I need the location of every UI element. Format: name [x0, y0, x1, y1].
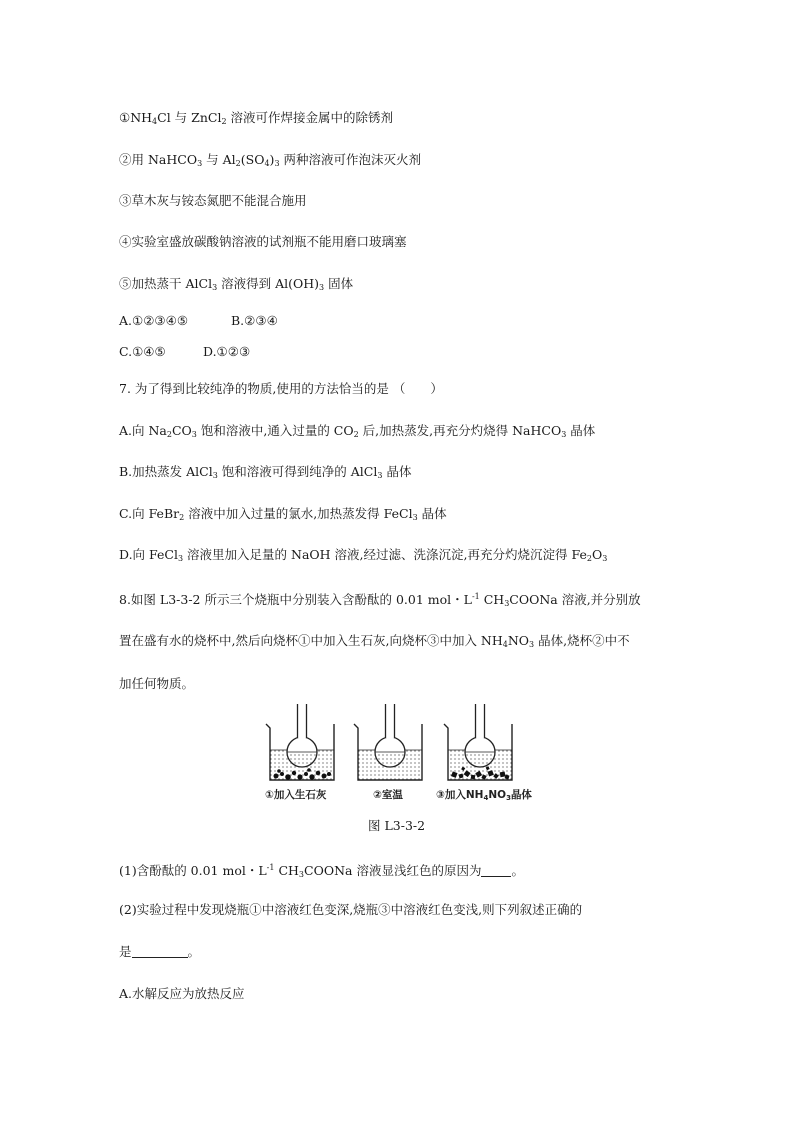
item-3: ③草木灰与铵态氮肥不能混合施用 [119, 193, 307, 208]
sub-question-2-line-2: 是 。 [119, 944, 201, 959]
sub-question-1: (1)含酚酞的 0.01 mol・$L^{-1}$ $CH_3COONa$ 溶液显浅红色的原因为 。 [119, 863, 524, 879]
q7-option-d: D.向 FeCl$_3$ 溶液里加入足量的 NaOH 溶液,经过滤、洗涤沉淀,再充分灼烧沉淀得 $Fe_2O_3$ [119, 547, 608, 563]
beaker-1-label: ①加入生石灰 [265, 789, 327, 801]
flask-3 [465, 704, 495, 767]
item-5: ⑤加热蒸干 AlCl$_3$ 溶液得到 $Al(OH)_3$ 固体 [119, 276, 354, 292]
sub-question-2-line-1: (2)实验过程中发现烧瓶①中溶液红色变深,烧瓶③中溶液红色变浅,则下列叙述正确的 [119, 902, 583, 917]
q8-line-2: 置在盛有水的烧杯中,然后向烧杯①中加入生石灰,向烧杯③中加入 $NH_4NO_3$ 晶体,烧杯②中不 [119, 633, 630, 649]
q6-option-b: B.②③④ [231, 313, 278, 328]
beaker-figure [262, 702, 534, 804]
item-4: ④实验室盛放碳酸钠溶液的试剂瓶不能用磨口玻璃塞 [119, 234, 407, 249]
q8-line-1: 8.如图 L3-3-2 所示三个烧瓶中分别装入含酚酞的 0.01 mol・$L^{-1}$ $CH_3COONa$ 溶液,并分别放 [119, 592, 641, 608]
q8-line-3: 加任何物质。 [119, 676, 195, 691]
flask-2 [375, 704, 405, 767]
q6-option-a: A.①②③④⑤ [119, 313, 189, 328]
figure-caption: 图 L3-3-2 [368, 818, 426, 833]
flask-1 [287, 704, 317, 767]
item-2: ②用 NaHCO$_3$ 与 $Al_2(SO_4)_3$ 两种溶液可作泡沫灭火剂 [119, 152, 422, 168]
q6-option-d: D.①②③ [203, 344, 251, 359]
q7-option-c: C.向 FeBr$_2$ 溶液中加入过量的氯水,加热蒸发得 FeCl$_3$ 晶体 [119, 506, 447, 522]
beaker-2 [354, 704, 422, 780]
answer-blank-2[interactable] [132, 945, 188, 958]
q7-option-a: A.向 $Na_2CO_3$ 饱和溶液中,通入过量的 $CO_2$ 后,加热蒸发,再充分灼烧得 NaHCO$_3$ 晶体 [119, 423, 596, 439]
answer-blank-1[interactable] [481, 864, 511, 877]
beaker-1 [266, 704, 334, 780]
item-1: $①NH_4Cl$ 与 ZnCl$_2$ 溶液可作焊接金属中的除锈剂 [119, 110, 394, 126]
beaker-3-label: ③加入NH4NO3晶体 [436, 789, 532, 802]
beaker-3 [444, 704, 512, 780]
sub-question-2-option-a: A.水解反应为放热反应 [119, 986, 245, 1001]
q7-option-b: B.加热蒸发 AlCl$_3$ 饱和溶液可得到纯净的 AlCl$_3$ 晶体 [119, 464, 412, 480]
q7-stem: 7. 为了得到比较纯净的物质,使用的方法恰当的是 （ ） [119, 381, 443, 396]
beaker-2-label: ②室温 [373, 789, 403, 801]
q6-option-c: C.①④⑤ [119, 344, 166, 359]
